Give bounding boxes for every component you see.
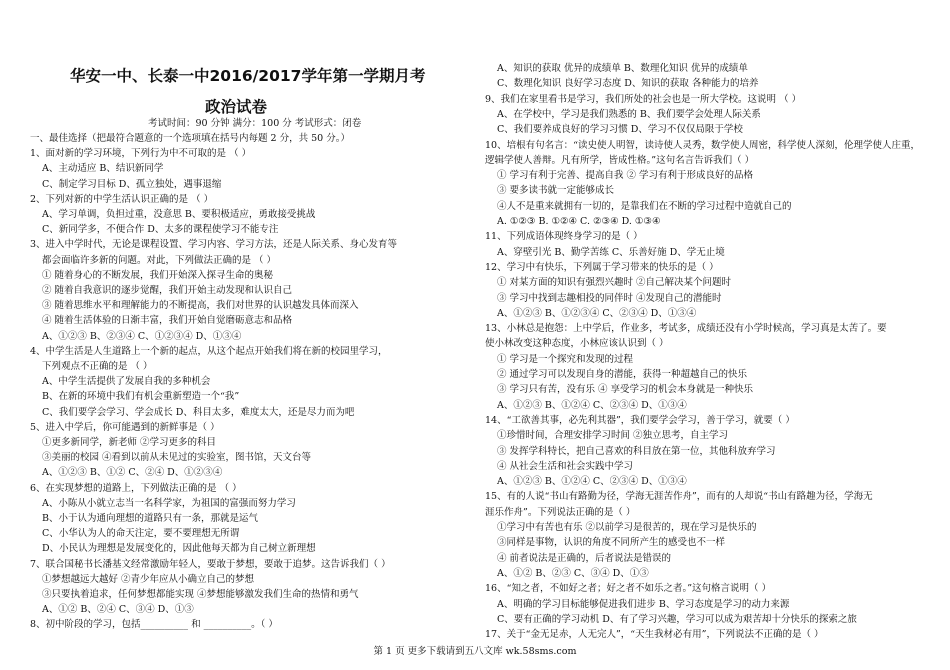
right-text-line: A、①②③ B、①②③④ C、②③④ D、①③④: [497, 307, 697, 319]
left-text-line: A、中学生活提供了发展自我的多种机会: [42, 376, 211, 388]
right-text-line: A、穿壁引光 B、勤学苦练 C、乐善好施 D、学无止境: [497, 246, 725, 258]
left-text-line: 7、联合国秘书长潘基文经常激励年轻人，要敢于梦想，要敢于追梦。这告诉我们（ ）: [30, 558, 391, 570]
left-text-line: ① 随着身心的不断发展，我们开始深入探寻生命的奥秘: [42, 269, 274, 281]
right-text-line: ③同样是事物，认识的角度不同所产生的感受也不一样: [497, 537, 726, 549]
left-text-line: 4、中学生活是人生道路上一个新的起点，从这个起点开始我们将在新的校园里学习，: [30, 345, 388, 357]
right-text-line: ④人不是重来就拥有一切的，是靠我们在不断的学习过程中造就自己的: [497, 200, 792, 212]
right-text-line: ① 学习有利于完善、提高自我 ② 学习有利于形成良好的品格: [497, 170, 754, 182]
right-text-line: A、①②③ B、①②④ C、②③④ D、①③④: [497, 399, 687, 411]
left-text-line: C、小华认为人的命天注定，要不要理想无所谓: [42, 528, 240, 540]
right-text-line: ④ 从社会生活和社会实践中学习: [497, 460, 634, 472]
right-text-line: 涯乐作舟”。下列说法正确的是（ ）: [485, 506, 636, 518]
left-text-line: 3、进入中学时代，无论是课程设置、学习内容、学习方法，还是人际关系、身心发育等: [30, 239, 398, 251]
right-text-line: ①珍惜时间，合理安排学习时间 ②独立思考，自主学习: [497, 430, 729, 442]
right-text-line: 16、“知之者，不如好之者；好之者不如乐之者。”这句格言说明（ ）: [485, 583, 772, 595]
right-text-line: A、①② B、②③ C、③④ D、①③: [497, 567, 649, 579]
left-text-line: 5、进入中学后，你可能遇到的新鲜事是（ ）: [30, 421, 220, 433]
right-text-line: A、在学校中，学习是我们熟悉的 B、我们要学会处理人际关系: [497, 108, 761, 120]
left-text-line: C、我们要学会学习、学会成长 D、科目太多，难度太大，还是尽力而为吧: [42, 406, 355, 418]
left-text-line: ③只要执着追求，任何梦想都能实现 ④梦想能够激发我们生命的热情和勇气: [42, 589, 359, 600]
left-text-line: 都会面临许多新的问题。对此，下列做法正确的是 （ ）: [42, 254, 277, 266]
left-text-line: 6、在实现梦想的道路上，下列做法正确的是 （ ）: [30, 482, 242, 494]
left-text-line: ①更多新同学，新老师 ②学习更多的科目: [42, 437, 217, 448]
right-text-line: A、明确的学习目标能够促进我们进步 B、学习态度是学习的动力来源: [497, 598, 790, 610]
left-text-line: 1、面对新的学习环境，下列行为中不可取的是 （ ）: [30, 148, 252, 160]
right-text-line: ①学习中有苦也有乐 ②以前学习是很苦的，现在学习是快乐的: [497, 522, 757, 533]
left-text-line: ①梦想越远大越好 ②青少年应从小确立自己的梦想: [42, 573, 255, 585]
right-text-line: 使小林改变这种态度，小林应该认识到（ ）: [485, 338, 669, 350]
left-text-line: 下列观点不正确的是 （ ）: [42, 361, 153, 372]
left-text-line: B、在新的环境中我们有机会重新塑造一个“我”: [42, 391, 240, 403]
right-text-line: ① 对某方面的知识有强烈兴趣时 ②自己解决某个问题时: [497, 277, 732, 289]
right-text-line: ③ 学习只有苦，没有乐 ④ 享受学习的机会本身就是一种快乐: [497, 384, 754, 396]
right-text-line: 11、下列成语体现终身学习的是（ ）: [485, 231, 643, 243]
right-text-line: 逻辑学使人善辩。凡有所学，皆成性格。”这句名言告诉我们（ ）: [485, 154, 755, 166]
right-text-line: A、知识的获取 优异的成绩单 B、数理化知识 优异的成绩单: [497, 63, 748, 74]
left-text-line: A、主动适应 B、结识新同学: [42, 163, 164, 175]
left-text-line: A、①② B、②④ C、③④ D、①③: [42, 604, 194, 616]
left-text-line: ③美丽的校园 ④看到以前从未见过的实验室，图书馆，天文台等: [42, 452, 312, 464]
right-text-line: 12、学习中有快乐，下列属于学习带来的快乐的是（ ）: [485, 261, 719, 273]
right-text-line: ④ 前者说法是正确的，后者说法是错误的: [497, 552, 672, 564]
right-text-line: ③ 发挥学科特长，把自己喜欢的科目放在第一位，其他科放弃学习: [497, 445, 776, 457]
right-text-line: C、我们要养成良好的学习习惯 D、学习不仅仅局限于学校: [497, 124, 743, 136]
right-text-line: ③ 要多读书就一定能够成长: [497, 185, 615, 197]
right-text-line: C、数理化知识 良好学习态度 D、知识的获取 各种能力的培养: [497, 78, 759, 90]
right-text-line: 9、我们在家里看书是学习，我们所处的社会也是一所大学校。这说明 （ ）: [485, 93, 802, 105]
exam-title: 华安一中、长泰一中2016/2017学年第一学期月考: [70, 67, 426, 85]
left-text-line: ④ 随着生活体验的日渐丰富，我们开始自觉磨砺意志和品格: [42, 315, 293, 327]
right-text-line: ② 通过学习可以发现自身的潜能，获得一种超越自己的快乐: [497, 369, 748, 380]
right-text-line: 15、有的人说“书山有路勤为径，学海无涯苦作舟”，而有的人却说“书山有路趣为径，学海无: [485, 491, 873, 503]
exam-info: 考试时间：90 分钟 满分：100 分 考试形式：闭卷: [148, 118, 362, 129]
page-footer: 第 1 页 更多下载请到五八文库 wk.58sms.com: [373, 646, 577, 657]
right-text-line: ① 学习是一个探究和发现的过程: [497, 353, 634, 365]
right-text-line: 10、培根有句名言：“读史使人明智，读诗使人灵秀，数学使人周密，科学使人深刻，伦理学使人庄重，: [485, 139, 920, 151]
left-text-line: C、新同学多，不便合作 D、太多的课程使学习不能专注: [42, 224, 279, 236]
left-text-line: 一、最佳选择（把最符合题意的一个选项填在括号内每题 2 分，共 50 分。）: [30, 133, 350, 144]
right-text-line: 14、“工欲善其事，必先利其器”，我们要学会学习，善于学习，就要（ ）: [485, 414, 795, 426]
right-text-line: A、①②③ B、①②④ C、②③④ D、①③④: [497, 476, 687, 488]
left-text-line: A、①②③ B、②③④ C、①②③④ D、①③④: [42, 330, 242, 342]
left-text-line: ② 随着自我意识的逐步觉醒，我们开始主动发现和认识自己: [42, 285, 293, 296]
left-text-line: 2、下列对新的中学生活认识正确的是 （ ）: [30, 193, 214, 205]
right-text-line: 13、小林总是抱怨：上中学后，作业多，考试多，成绩还没有小学时候高，学习真是太苦了。要: [485, 323, 887, 335]
right-text-line: C、要有正确的学习动机 D、有了学习兴趣，学习可以成为艰苦却十分快乐的探索之旅: [497, 613, 857, 625]
left-text-line: A、①②③ B、①② C、②④ D、①②③④: [42, 467, 223, 479]
right-text-line: 17、关于“金无足赤，人无完人”，“天生我材必有用”，下列说法不正确的是（ ）: [485, 629, 824, 641]
right-text-line: A. ①②③ B. ①②④ C. ②③④ D. ①③④: [497, 216, 661, 227]
left-text-line: B、小于认为通向理想的道路只有一条，那就是运气: [42, 513, 258, 524]
left-text-line: A、小陈从小就立志当一名科学家，为祖国的富强而努力学习: [42, 497, 296, 509]
left-text-line: C、制定学习目标 D、孤立独处，遇事退缩: [42, 178, 222, 190]
right-text-line: ③ 学习中找到志趣相投的同伴时 ④发现自己的潜能时: [497, 292, 722, 304]
exam-subtitle: 政治试卷: [205, 98, 268, 116]
left-text-line: ③ 随着思维水平和理解能力的不断提高，我们对世界的认识越发具体而深入: [42, 300, 359, 312]
left-text-line: 8、初中阶段的学习，包括__________ 和 __________。（ ）: [30, 619, 278, 631]
left-text-line: D、小民认为理想是发展变化的，因此他每天都为自己树立新理想: [42, 543, 316, 555]
left-text-line: A、学习单调，负担过重，没意思 B、要积极适应，勇敢接受挑战: [42, 209, 316, 220]
